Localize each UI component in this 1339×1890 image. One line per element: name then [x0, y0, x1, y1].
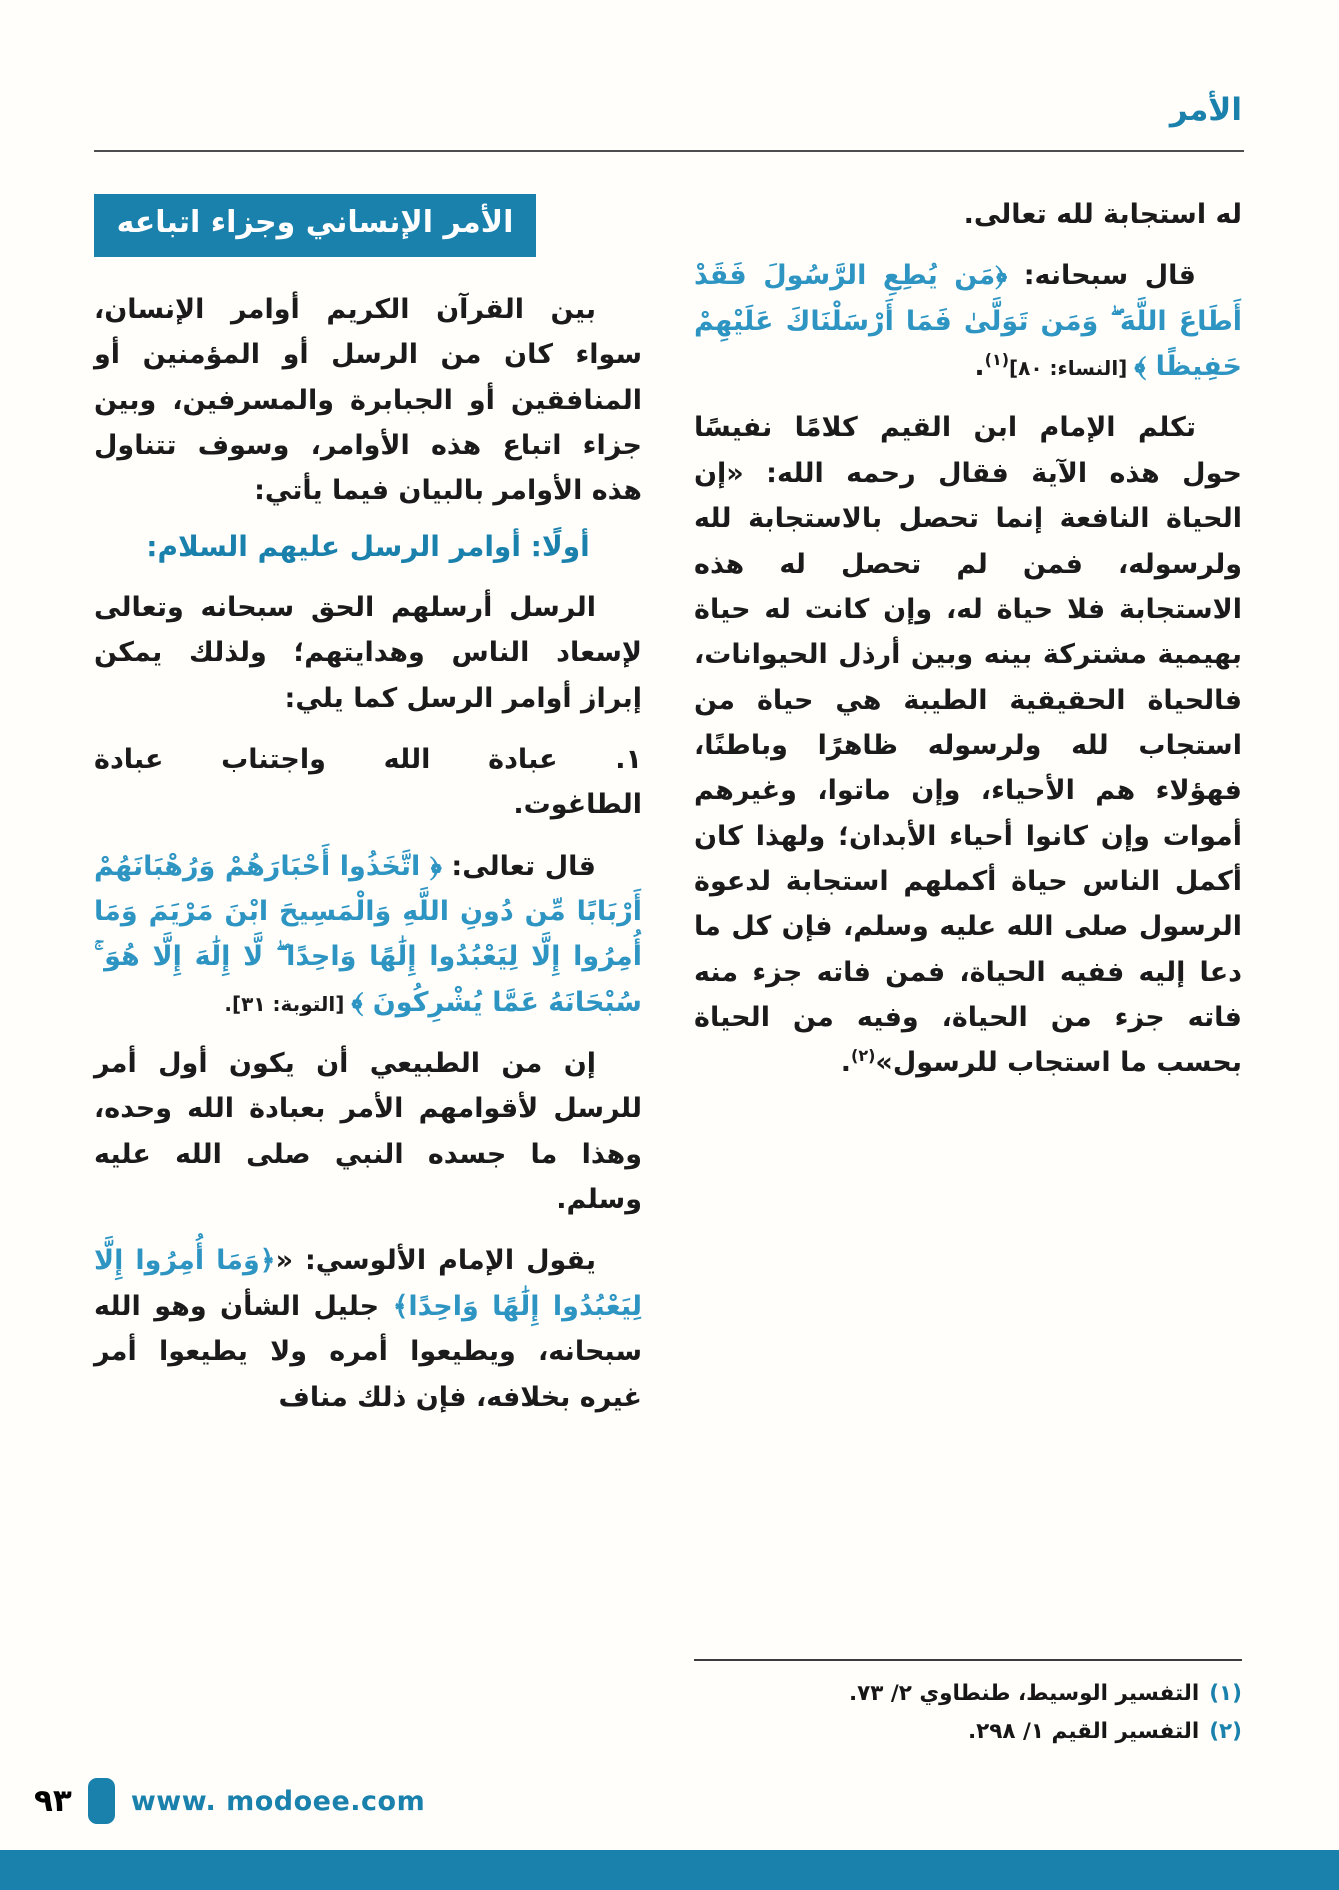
footnote-marker-1: (١): [984, 350, 1010, 370]
footnote-item: [694, 1713, 1242, 1752]
subheading-first: أولًا: أوامر الرسل عليهم السلام:: [146, 529, 590, 563]
quran-verse-nisa-80: ﴿مَن يُطِعِ الرَّسُولَ فَقَدْ أَطَاعَ اللَّهَ ۖ وَمَن تَوَلَّىٰ فَمَا أَرْسَلْنَاكَ عَلَيْهِمْ حَفِيظًا ﴾: [694, 260, 1242, 383]
header-rule: [94, 150, 1244, 152]
intro-paragraph: بين القرآن الكريم أوامر الإنسان، سواء كان من الرسل أو المؤمنين أو المنافقين أو الجبابرة والمسرفين، وبين جزاء اتباع هذه الأوامر، وسوف تتناول هذه الأوامر بالبيان فيما يأتي:: [94, 294, 642, 507]
footnote-separator: [694, 1659, 1242, 1661]
footnote-number: (١): [1209, 1680, 1242, 1706]
page-number: ٩٣: [34, 1783, 72, 1819]
paragraph-text: تكلم الإمام ابن القيم كلامًا نفيسًا حول هذه الآية فقال رحمه الله: «إن الحياة النافعة إنما تحصل بالاستجابة لله ولرسوله، فمن لم تحصل له هذه الاستجابة فلا حياة له، وإن كانت له حياة بهيمية مشتركة بينه وبين أرذل الحيوانات، فالحياة الحقيقية الطيبة هي حياة من استجاب لله ولرسوله ظاهرًا وباطنًا، فهؤلاء هم الأحياء، وإن ماتوا، وغيرهم أموات وإن كانوا أحياء الأبدان؛ ولهذا كان أكمل الناس حياة أكملهم استجابة لدعوة الرسول صلى الله عليه وسلم، فإن كل ما دعا إليه ففيه الحياة، فمن فاته جزء منه فاته جزء من الحياة، وفيه من الحياة بحسب ما استجاب للرسول»: [694, 412, 1242, 1079]
footnote-text: التفسير الوسيط، طنطاوي ٢/ ٧٣.: [849, 1680, 1200, 1706]
continuation-line: له استجابة لله تعالى.: [963, 199, 1242, 230]
quote-rest: جليل الشأن وهو الله سبحانه، ويطيعوا أمره ولا يطيعوا أمر غيره بخلافه، فإن ذلك مناف: [94, 1290, 642, 1413]
ibn-alqayyim-paragraph: [694, 405, 1242, 1085]
sentence-end: .: [974, 351, 985, 383]
column-right: [694, 192, 1242, 1752]
quran-quote-paragraph: [694, 253, 1242, 389]
footnote-marker-2: (٢): [851, 1046, 876, 1066]
page-footer: [34, 1778, 425, 1824]
column-left: [94, 192, 642, 1752]
running-header: الأمر: [1169, 92, 1242, 128]
footnote-item: [694, 1675, 1242, 1714]
quote-intro: يقول الإمام الألوسي: «: [275, 1245, 596, 1277]
quran-verse-tawba-31: ﴿ اتَّخَذُوا أَحْبَارَهُمْ وَرُهْبَانَهُمْ أَرْبَابًا مِّن دُونِ اللَّهِ وَالْمَسِيحَ ابْنَ مَرْيَمَ وَمَا أُمِرُوا إِلَّا لِيَعْبُدُوا إِلَٰهًا وَاحِدًا ۖ لَّا إِلَٰهَ إِلَّا هُوَ ۚ سُبْحَانَهُ عَمَّا يُشْرِكُونَ ﴾: [94, 850, 642, 1018]
bottom-accent-bar: [0, 1850, 1339, 1890]
two-column-layout: [94, 192, 1242, 1752]
quote-intro: قال تعالى:: [441, 850, 596, 882]
quran-verse-inline: ﴿وَمَا أُمِرُوا إِلَّا لِيَعْبُدُوا إِلَٰهًا وَاحِدًا﴾: [94, 1245, 642, 1322]
footer-pill-decoration: [88, 1778, 115, 1824]
natural-order-paragraph: إن من الطبيعي أن يكون أول أمر للرسل لأقوامهم الأمر بعبادة الله وحده، وهذا ما جسده النبي صلى الله عليه وسلم.: [94, 1048, 642, 1216]
alusi-quote-paragraph: [94, 1238, 642, 1419]
quran-quote-paragraph: [94, 844, 642, 1025]
sentence-end: .: [840, 1047, 852, 1079]
ayah-reference-tawba: [التوبة: ٣١].: [224, 991, 352, 1016]
footnote-text: التفسير القيم ١/ ٢٩٨.: [967, 1719, 1200, 1745]
messengers-paragraph: الرسل أرسلهم الحق سبحانه وتعالى لإسعاد الناس وهدايتهم؛ ولذلك يمكن إبراز أوامر الرسل كما يلي:: [94, 591, 642, 714]
website-text: www. modoee.com: [130, 1785, 426, 1817]
footnote-number: (٢): [1209, 1719, 1242, 1745]
section-title: الأمر الإنساني وجزاء اتباعه: [94, 194, 536, 257]
footnotes-block: [694, 1659, 1242, 1752]
quote-intro: قال سبحانه:: [1007, 260, 1196, 292]
ayah-reference-nisa: [النساء: ٨٠]: [1009, 356, 1135, 381]
numbered-item-1: ١. عبادة الله واجتناب عبادة الطاغوت.: [94, 743, 642, 821]
